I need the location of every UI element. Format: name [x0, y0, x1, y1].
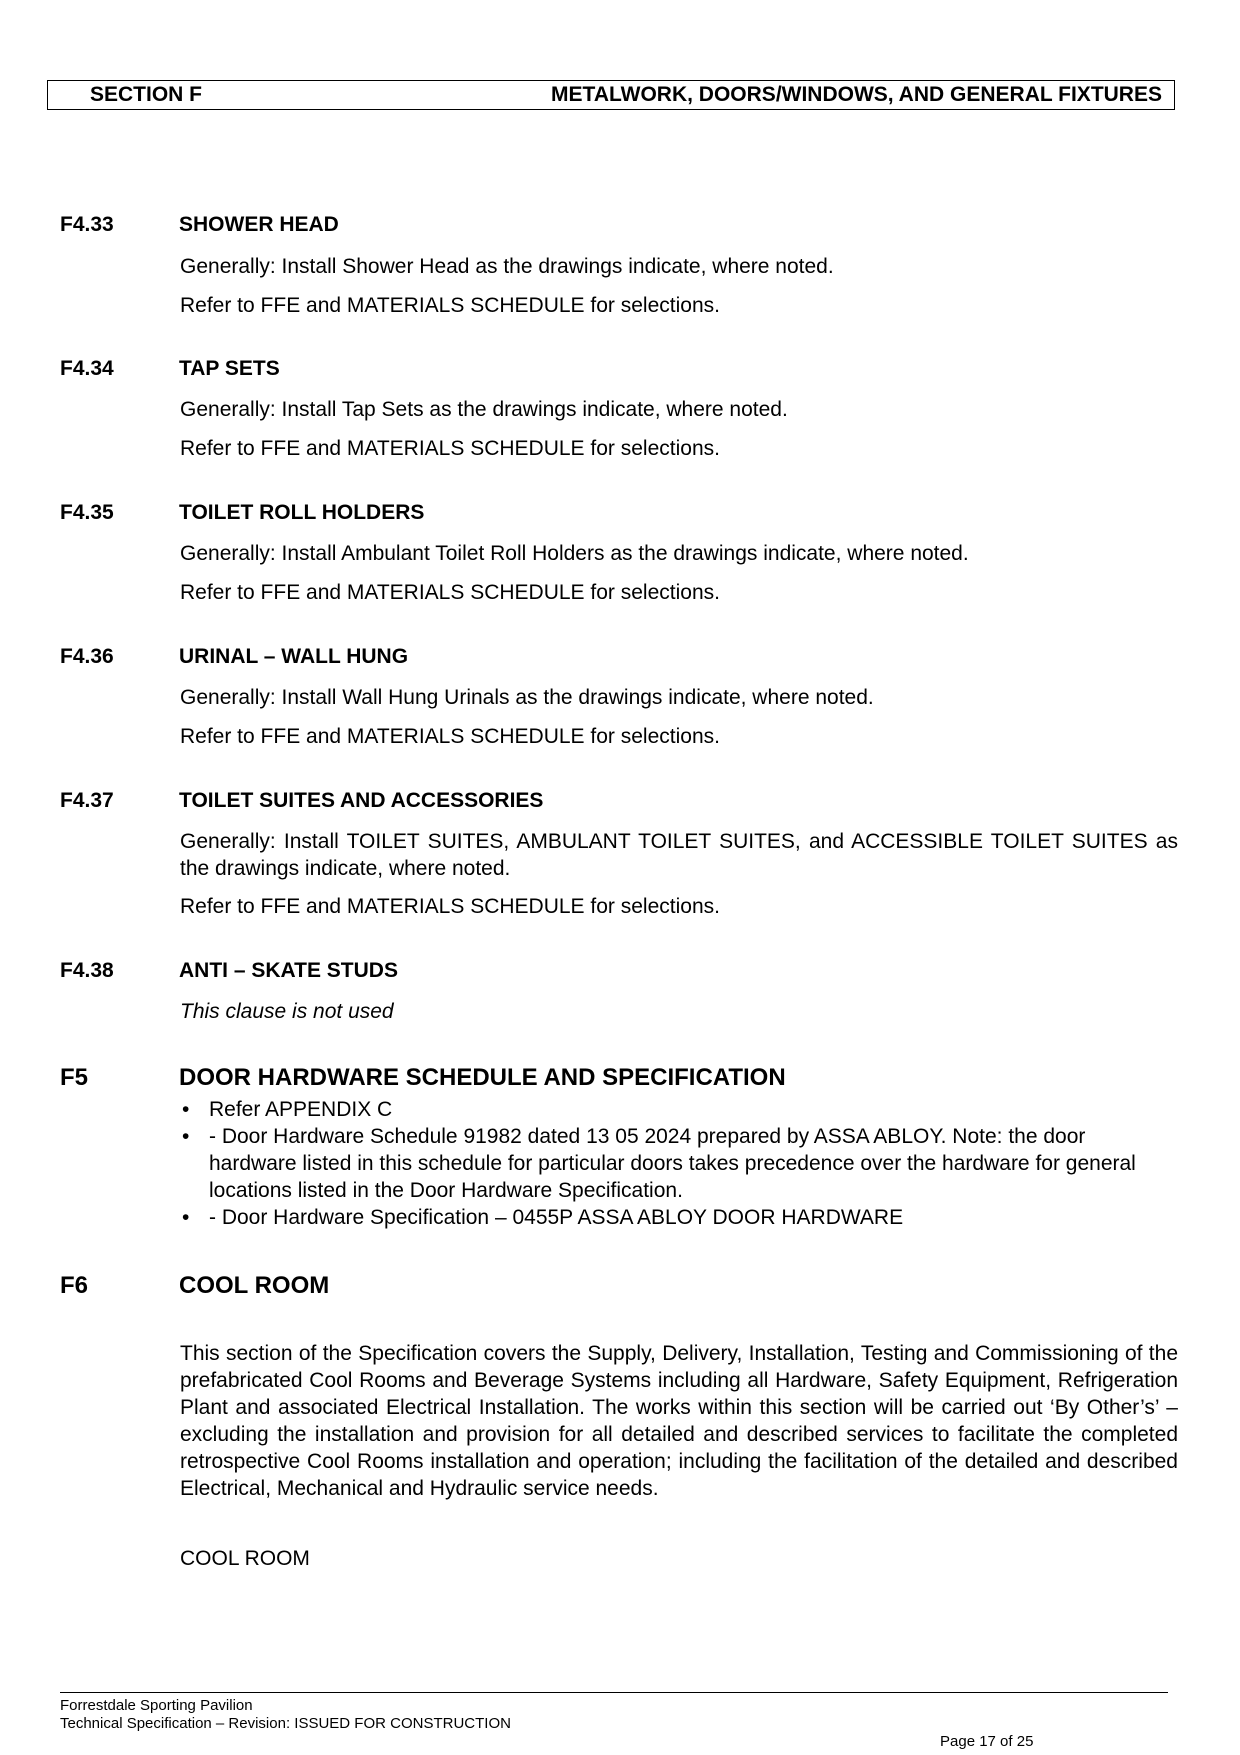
- clause-heading: ANTI – SKATE STUDS: [179, 959, 398, 982]
- clause-number: F4.34: [60, 357, 114, 380]
- clause-number: F4.37: [60, 789, 114, 812]
- section-title: METALWORK, DOORS/WINDOWS, AND GENERAL FIXTURES: [551, 83, 1162, 106]
- footer-divider: [60, 1692, 1168, 1693]
- clause-line: Generally: Install Wall Hung Urinals as the drawings indicate, where noted.: [180, 686, 874, 709]
- clause-heading: TOILET ROLL HOLDERS: [179, 501, 425, 524]
- f6-subheading: COOL ROOM: [180, 1547, 310, 1570]
- clause-line: Refer to FFE and MATERIALS SCHEDULE for selections.: [180, 725, 720, 748]
- clause-line: This clause is not used: [180, 1000, 394, 1023]
- f5-number: F5: [60, 1064, 89, 1091]
- clause-number: F4.36: [60, 645, 114, 668]
- bullet-text: Refer APPENDIX C: [209, 1098, 393, 1121]
- list-item: [180, 1204, 1178, 1231]
- footer-project: Forrestdale Sporting Pavilion: [60, 1697, 253, 1714]
- clause-line: Generally: Install Tap Sets as the drawings indicate, where noted.: [180, 398, 788, 421]
- clause-line: Refer to FFE and MATERIALS SCHEDULE for selections.: [180, 437, 720, 460]
- clause-line: Refer to FFE and MATERIALS SCHEDULE for selections.: [180, 581, 720, 604]
- list-item: [180, 1123, 1178, 1204]
- clause-line: Generally: Install Shower Head as the drawings indicate, where noted.: [180, 255, 834, 278]
- clause-heading: URINAL – WALL HUNG: [179, 645, 409, 668]
- clause-number: F4.35: [60, 501, 114, 524]
- footer-page-number: Page 17 of 25: [940, 1733, 1034, 1750]
- clause-heading: TOILET SUITES AND ACCESSORIES: [179, 789, 544, 812]
- clause-line: Refer to FFE and MATERIALS SCHEDULE for selections.: [180, 294, 720, 317]
- clause-line: Generally: Install Ambulant Toilet Roll Holders as the drawings indicate, where noted.: [180, 542, 969, 565]
- bullet-text: - Door Hardware Specification – 0455P ASSA ABLOY DOOR HARDWARE: [209, 1206, 904, 1229]
- clause-heading: TAP SETS: [179, 357, 280, 380]
- clause-number: F4.33: [60, 213, 114, 236]
- f6-paragraph: This section of the Specification covers the Supply, Delivery, Installation, Testing and Commissioning of the prefabricated Cool Rooms and Beverage Systems including all Hardware, Safety Equipment, Refrigeration Plant and associated Electrical Installation. The works within this section will be carried out ‘By Other’s’ – excluding the installation and provision for all detailed and described services to facilitate the completed retrospective Cool Rooms installation and operation; including the facilitation of the detailed and described Electrical, Mechanical and Hydraulic service needs.: [180, 1342, 1178, 1500]
- bullet-icon: •: [182, 1125, 190, 1148]
- bullet-text: - Door Hardware Schedule 91982 dated 13 05 2024 prepared by ASSA ABLOY. Note: the door hardware listed in this schedule for particular doors takes precedence over the hardware for general locations listed in the Door Hardware Specification.: [209, 1125, 1136, 1202]
- list-item: [180, 1096, 1178, 1123]
- f6-heading: COOL ROOM: [179, 1272, 330, 1299]
- bullet-icon: •: [182, 1206, 190, 1229]
- bullet-icon: •: [182, 1098, 190, 1121]
- clause-line: Generally: Install TOILET SUITES, AMBULANT TOILET SUITES, and ACCESSIBLE TOILET SUITES as the drawings indicate, where noted.: [180, 830, 1178, 880]
- f6-number: F6: [60, 1272, 89, 1299]
- f5-heading: DOOR HARDWARE SCHEDULE AND SPECIFICATION: [179, 1064, 786, 1091]
- clause-number: F4.38: [60, 959, 114, 982]
- clause-heading: SHOWER HEAD: [179, 213, 339, 236]
- section-header: [47, 80, 1175, 110]
- section-label: SECTION F: [90, 83, 203, 106]
- f5-bullet-list: [180, 1096, 1178, 1231]
- clause-line: Refer to FFE and MATERIALS SCHEDULE for selections.: [180, 895, 720, 918]
- footer-revision: Technical Specification – Revision: ISSUED FOR CONSTRUCTION: [60, 1715, 511, 1732]
